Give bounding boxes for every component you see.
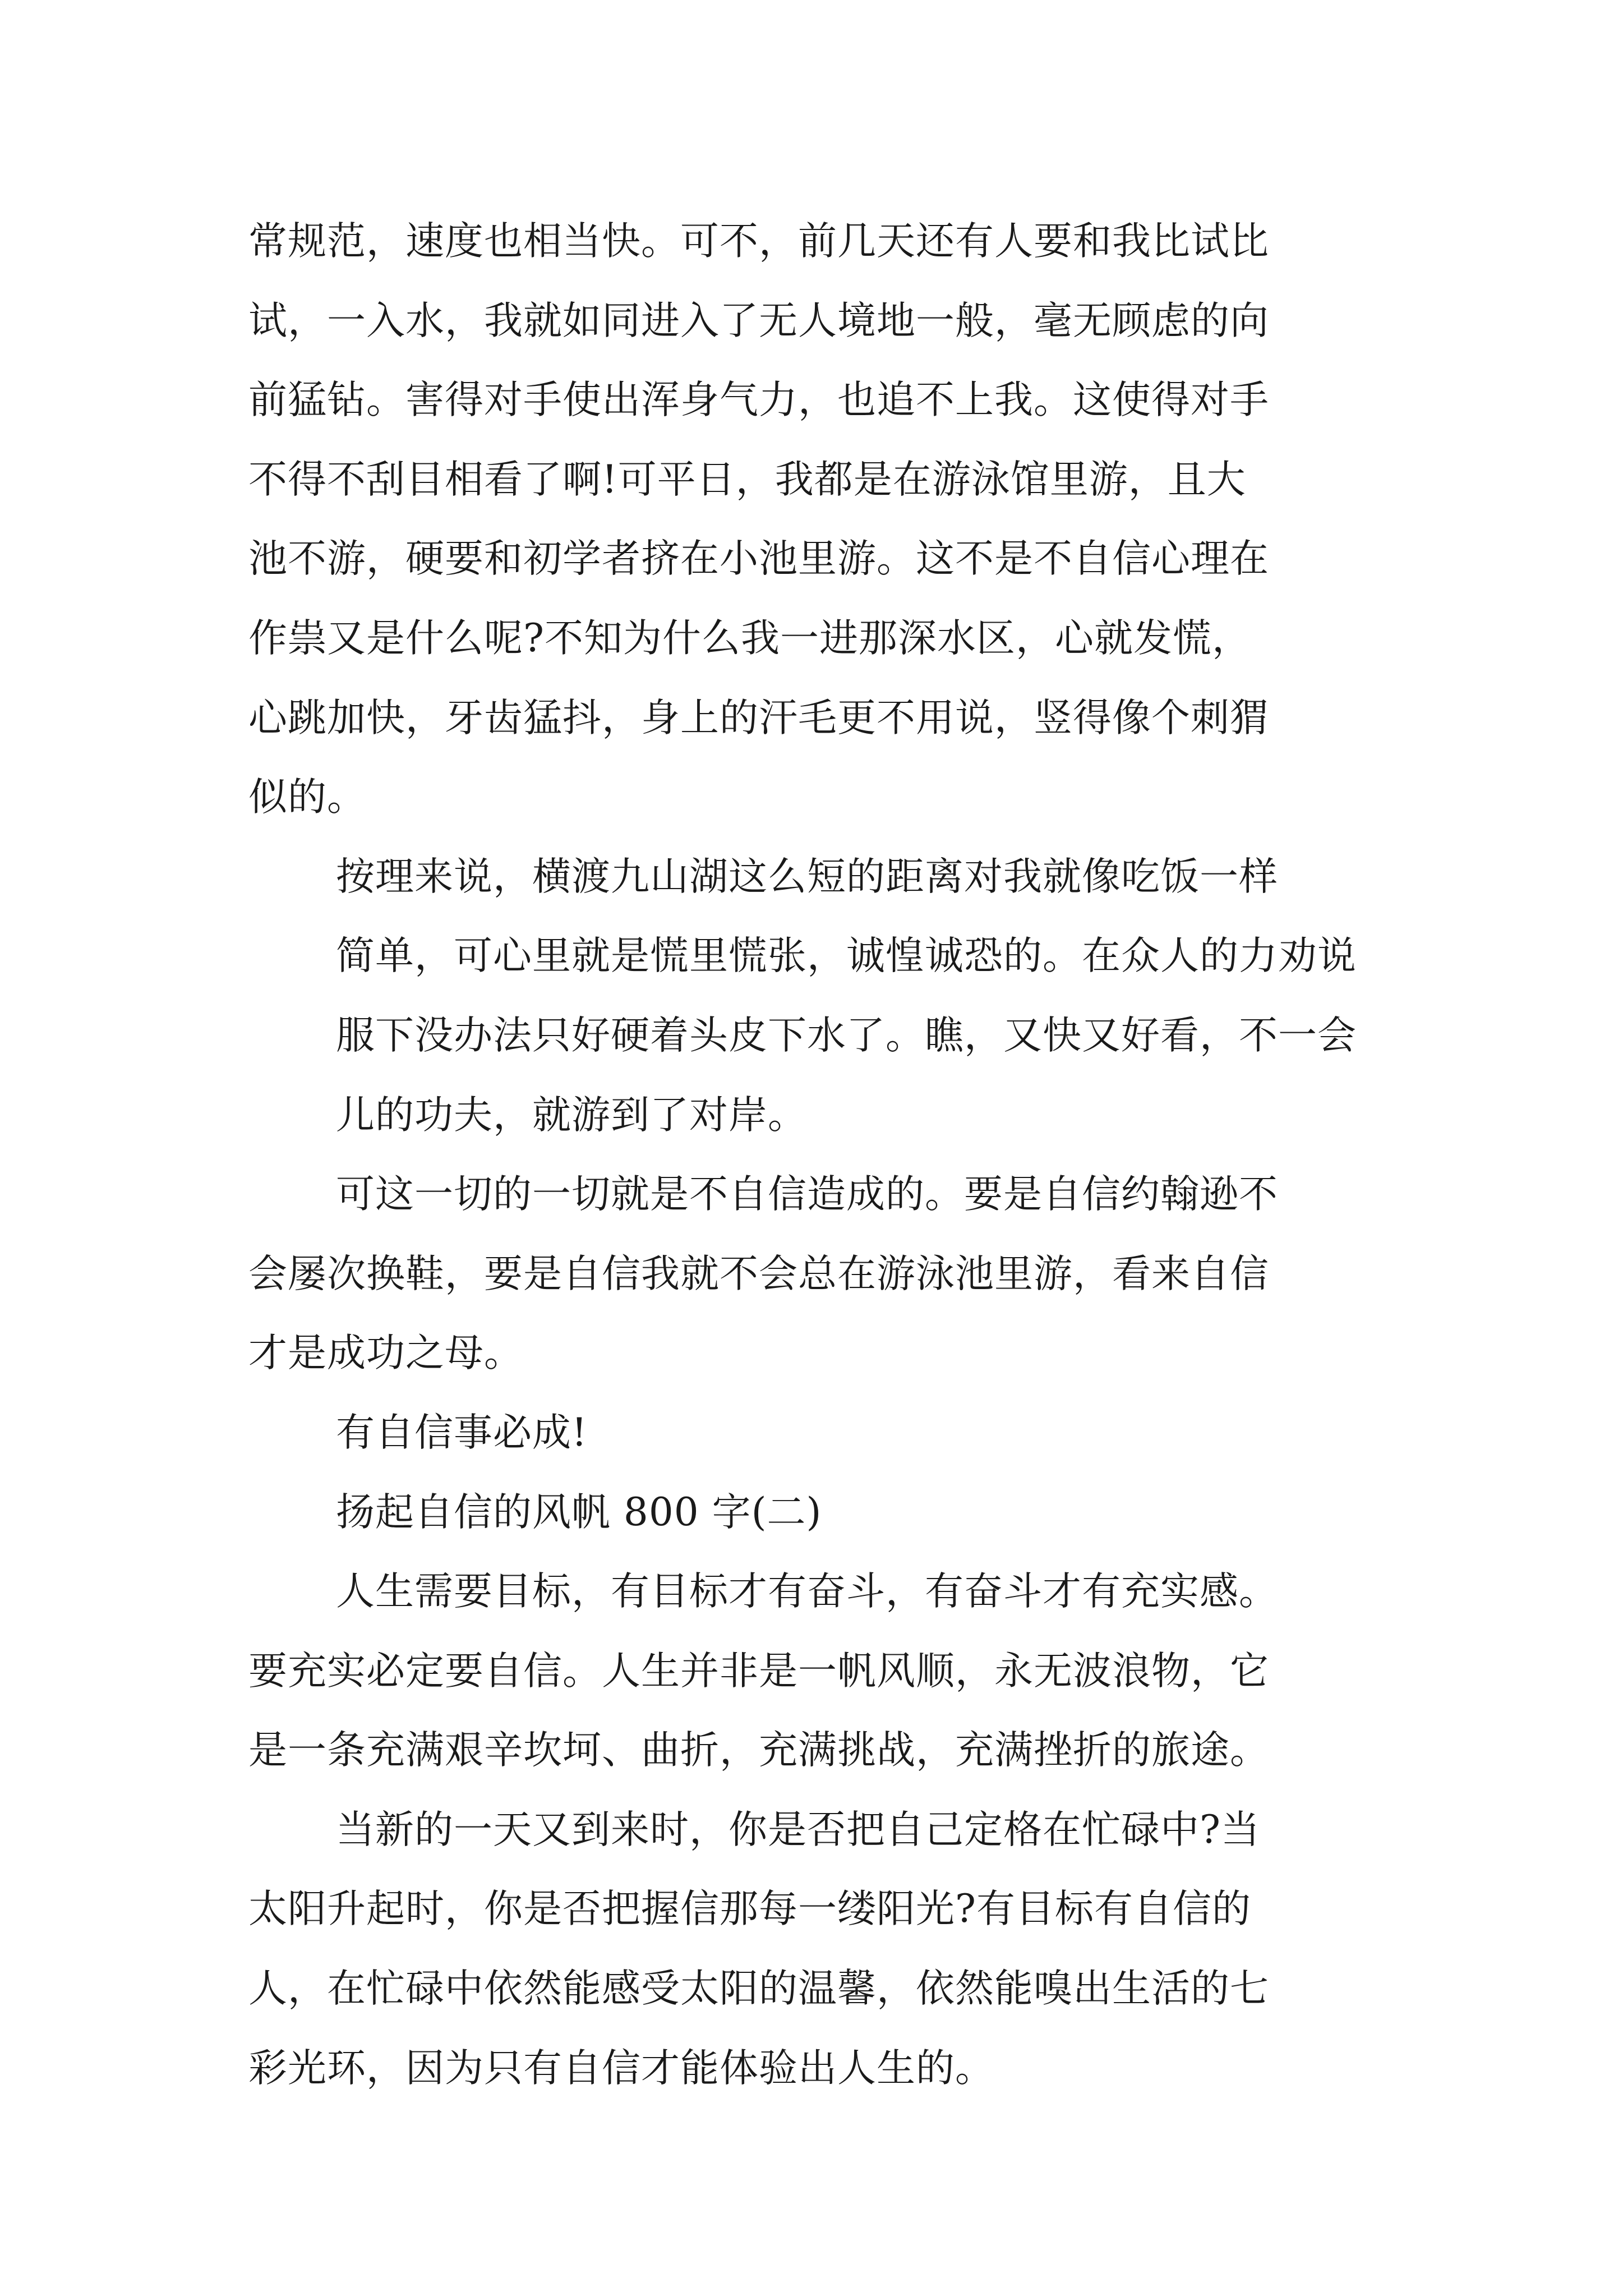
text-line: 似的。 (248, 775, 366, 820)
text-line: 有自信事必成! (336, 1410, 588, 1455)
section-heading (248, 1473, 1376, 1553)
paragraph-6 (248, 1552, 1376, 1791)
text-line: 人生需要目标，有目标才有奋斗，有奋斗才有充实感。 (336, 1569, 1278, 1614)
text-line: 儿的功夫，就游到了对岸。 (336, 1092, 807, 1138)
paragraph-1 (248, 202, 1376, 838)
text-line: 试，一入水，我就如同进入了无人境地一般，毫无顾虑的向 (248, 298, 1269, 343)
text-line: 是一条充满艰辛坎坷、曲折，充满挑战，充满挫折的旅途。 (248, 1728, 1269, 1773)
text-line: 可这一切的一切就是不自信造成的。要是自信约翰逊不 (336, 1172, 1278, 1217)
paragraph-2 (248, 838, 1376, 1155)
text-line: 彩光环，因为只有自信才能体验出人生的。 (248, 2045, 994, 2091)
text-line: 会屡次换鞋，要是自信我就不会总在游泳池里游，看来自信 (248, 1251, 1269, 1296)
text-line: 常规范，速度也相当快。可不，前几天还有人要和我比试比 (248, 219, 1269, 264)
text-line: 心跳加快，牙齿猛抖，身上的汗毛更不用说，竖得像个刺猬 (248, 695, 1269, 740)
paragraph-7 (248, 1791, 1376, 2108)
text-line: 太阳升起时，你是否把握信那每一缕阳光?有目标有自信的 (248, 1887, 1251, 1932)
text-line: 要充实必定要自信。人生并非是一帆风顺，永无波浪物，它 (248, 1648, 1269, 1694)
text-line: 作祟又是什么呢?不知为什么我一进那深水区，心就发慌， (248, 615, 1251, 661)
text-line: 不得不刮目相看了啊!可平日，我都是在游泳馆里游，且大 (248, 457, 1246, 502)
text-line: 人，在忙碌中依然能感受太阳的温馨，依然能嗅出生活的七 (248, 1966, 1269, 2012)
paragraph-3 (248, 1155, 1376, 1393)
heading-line: 扬起自信的风帆 800 字(二) (336, 1489, 822, 1535)
text-line: 前猛钻。害得对手使出浑身气力，也追不上我。这使得对手 (248, 378, 1269, 423)
text-line: 简单，可心里就是慌里慌张，诚惶诚恐的。在众人的力劝说 (336, 933, 1357, 979)
text-line: 当新的一天又到来时，你是否把自己定格在忙碌中?当 (336, 1807, 1260, 1852)
text-line: 按理来说，横渡九山湖这么短的距离对我就像吃饭一样 (336, 854, 1278, 899)
paragraph-4 (248, 1393, 1376, 1473)
text-line: 池不游，硬要和初学者挤在小池里游。这不是不自信心理在 (248, 536, 1269, 582)
text-line: 才是成功之母。 (248, 1331, 523, 1376)
text-line: 服下没办法只好硬着头皮下水了。瞧，又快又好看，不一会 (336, 1013, 1357, 1058)
document-body (248, 202, 1376, 2108)
